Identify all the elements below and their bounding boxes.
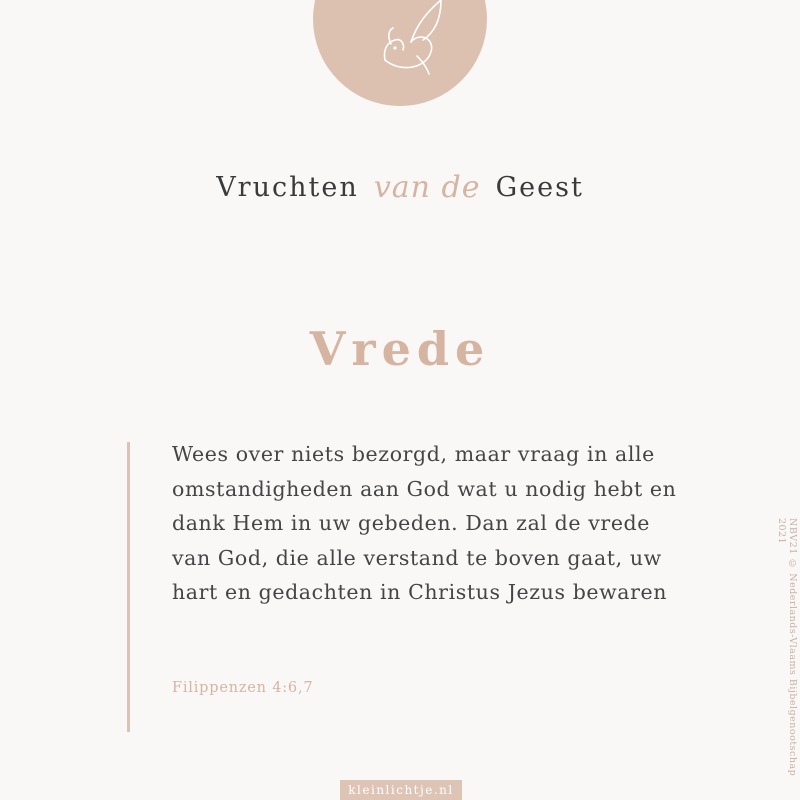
logo-circle (313, 0, 487, 106)
series-title (0, 170, 800, 205)
site-badge: kleinlichtje.nl (340, 780, 462, 800)
series-title-part3: Geest (495, 172, 584, 203)
verse-reference: Filippenzen 4:6,7 (172, 680, 314, 696)
dove-icon (313, 0, 487, 106)
verse-text: Wees over niets bezorgd, maar vraag in alle omstandigheden aan God wat u nodig hebt en dank Hem in uw gebeden. Dan zal de vrede van God, die alle verstand te boven gaat, uw hart en gedachten in Christus Jezus bewaren (172, 442, 677, 604)
series-title-part1: Vruchten (216, 172, 359, 203)
page-title: Vrede (309, 322, 491, 376)
copyright-notice: NBV21 © Nederlands-Vlaams Bijbelgenootschap 2021 (776, 518, 798, 777)
series-title-script: van de (373, 170, 481, 205)
quote-bar (127, 442, 130, 732)
